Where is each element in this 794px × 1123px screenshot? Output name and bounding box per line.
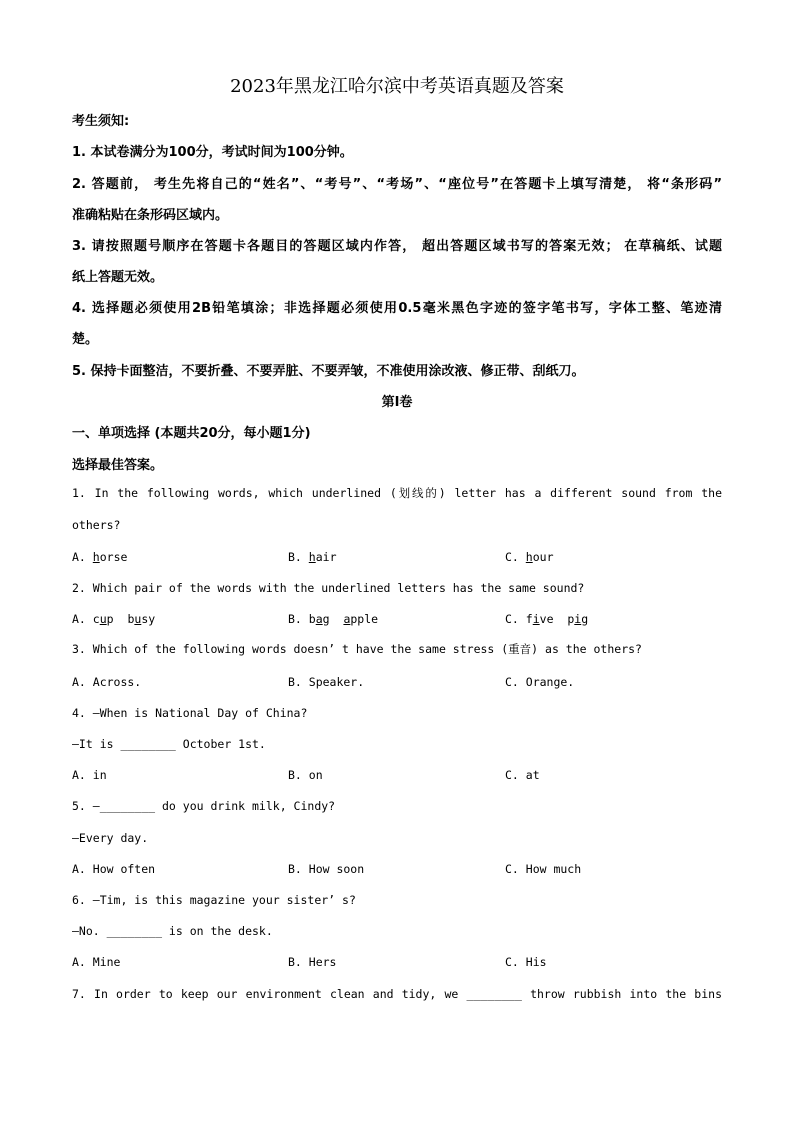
word-part: g xyxy=(322,612,344,626)
underlined-letter: a xyxy=(343,612,351,626)
question-2-option-c xyxy=(505,612,588,626)
question-5-option-a: A. How often xyxy=(72,862,156,876)
question-6-option-b: B. Hers xyxy=(288,955,337,969)
section-instruction: 选择最佳答案。 xyxy=(72,458,164,473)
option-label: C. xyxy=(505,550,526,564)
underlined-letter: a xyxy=(315,612,323,626)
question-4-response: —It is ________ October 1st. xyxy=(72,737,266,751)
notice-item-3: 3. 请按照题号顺序在答题卡各题目的答题区域内作答， 超出答题区域书写的答案无效； 在草稿纸、试题 xyxy=(72,239,722,254)
underlined-letter: h xyxy=(525,550,533,564)
question-4-option-c: C. at xyxy=(505,768,540,782)
option-rest: our xyxy=(532,550,554,564)
word-part: c xyxy=(92,612,100,626)
notice-heading: 考生须知: xyxy=(72,114,130,129)
question-4-option-b: B. on xyxy=(288,768,323,782)
underlined-letter: i xyxy=(574,612,582,626)
word-part: ve xyxy=(539,612,568,626)
underlined-letter: u xyxy=(99,612,107,626)
option-rest: orse xyxy=(99,550,128,564)
question-5-stem: 5. —________ do you drink milk, Cindy? xyxy=(72,799,336,813)
option-label: B. xyxy=(288,612,309,626)
question-2-stem: 2. Which pair of the words with the underlined letters has the same sound? xyxy=(72,581,585,595)
question-3-stem: 3. Which of the following words doesn’ t have the same stress (重音) as the others? xyxy=(72,642,642,656)
page-title: 2023年黑龙江哈尔滨中考英语真题及答案 xyxy=(230,76,564,97)
word-part: g xyxy=(581,612,589,626)
word-part: p xyxy=(567,612,575,626)
question-5-option-b: B. How soon xyxy=(288,862,365,876)
question-1-stem-cont: others? xyxy=(72,518,121,532)
option-label: A. xyxy=(72,612,93,626)
word-part: sy xyxy=(141,612,156,626)
question-2-option-a xyxy=(72,612,155,626)
word-part: p xyxy=(106,612,128,626)
underlined-letter: h xyxy=(92,550,100,564)
option-rest: air xyxy=(315,550,337,564)
question-3-option-b: B. Speaker. xyxy=(288,675,365,689)
word-part: pple xyxy=(350,612,379,626)
question-2-option-b xyxy=(288,612,378,626)
option-label: B. xyxy=(288,550,309,564)
notice-item-2-cont: 准确粘贴在条形码区域内。 xyxy=(72,208,229,223)
question-4-stem: 4. —When is National Day of China? xyxy=(72,706,308,720)
question-5-response: —Every day. xyxy=(72,831,149,845)
question-1-stem: 1. In the following words, which underlined (划线的) letter has a different sound from the xyxy=(72,486,722,500)
volume-heading: 第I卷 xyxy=(381,395,413,410)
notice-item-4-cont: 楚。 xyxy=(72,332,99,347)
question-5-option-c: C. How much xyxy=(505,862,582,876)
option-label: C. xyxy=(505,612,526,626)
notice-item-3-cont: 纸上答题无效。 xyxy=(72,270,164,285)
question-1-option-b xyxy=(288,550,337,564)
underlined-letter: u xyxy=(134,612,142,626)
question-3-option-c: C. Orange. xyxy=(505,675,575,689)
option-label: A. xyxy=(72,550,93,564)
notice-item-2: 2. 答题前， 考生先将自己的“姓名”、“考号”、“考场”、“座位号”在答题卡上填写清楚， 将“条形码” xyxy=(72,177,722,192)
underlined-letter: i xyxy=(532,612,540,626)
question-6-option-a: A. Mine xyxy=(72,955,121,969)
question-7-stem: 7. In order to keep our environment clean and tidy, we ________ throw rubbish into the bins xyxy=(72,987,722,1001)
word-part: b xyxy=(127,612,135,626)
notice-item-4: 4. 选择题必须使用2B铅笔填涂；非选择题必须使用0.5毫米黑色字迹的签字笔书写，字体工整、笔迹清 xyxy=(72,301,722,316)
question-3-option-a: A. Across. xyxy=(72,675,142,689)
underlined-letter: h xyxy=(308,550,316,564)
section-heading: 一、单项选择 (本题共20分，每小题1分) xyxy=(72,426,311,441)
word-part: b xyxy=(308,612,316,626)
question-4-option-a: A. in xyxy=(72,768,107,782)
question-1-option-a xyxy=(72,550,127,564)
question-6-stem: 6. —Tim, is this magazine your sister’ s? xyxy=(72,893,356,907)
word-part: f xyxy=(525,612,533,626)
question-6-response: —No. ________ is on the desk. xyxy=(72,924,273,938)
question-1-option-c xyxy=(505,550,554,564)
notice-item-1: 1. 本试卷满分为100分，考试时间为100分钟。 xyxy=(72,145,353,160)
question-6-option-c: C. His xyxy=(505,955,547,969)
notice-item-5: 5. 保持卡面整洁，不要折叠、不要弄脏、不要弄皱，不准使用涂改液、修正带、刮纸刀。 xyxy=(72,364,585,379)
